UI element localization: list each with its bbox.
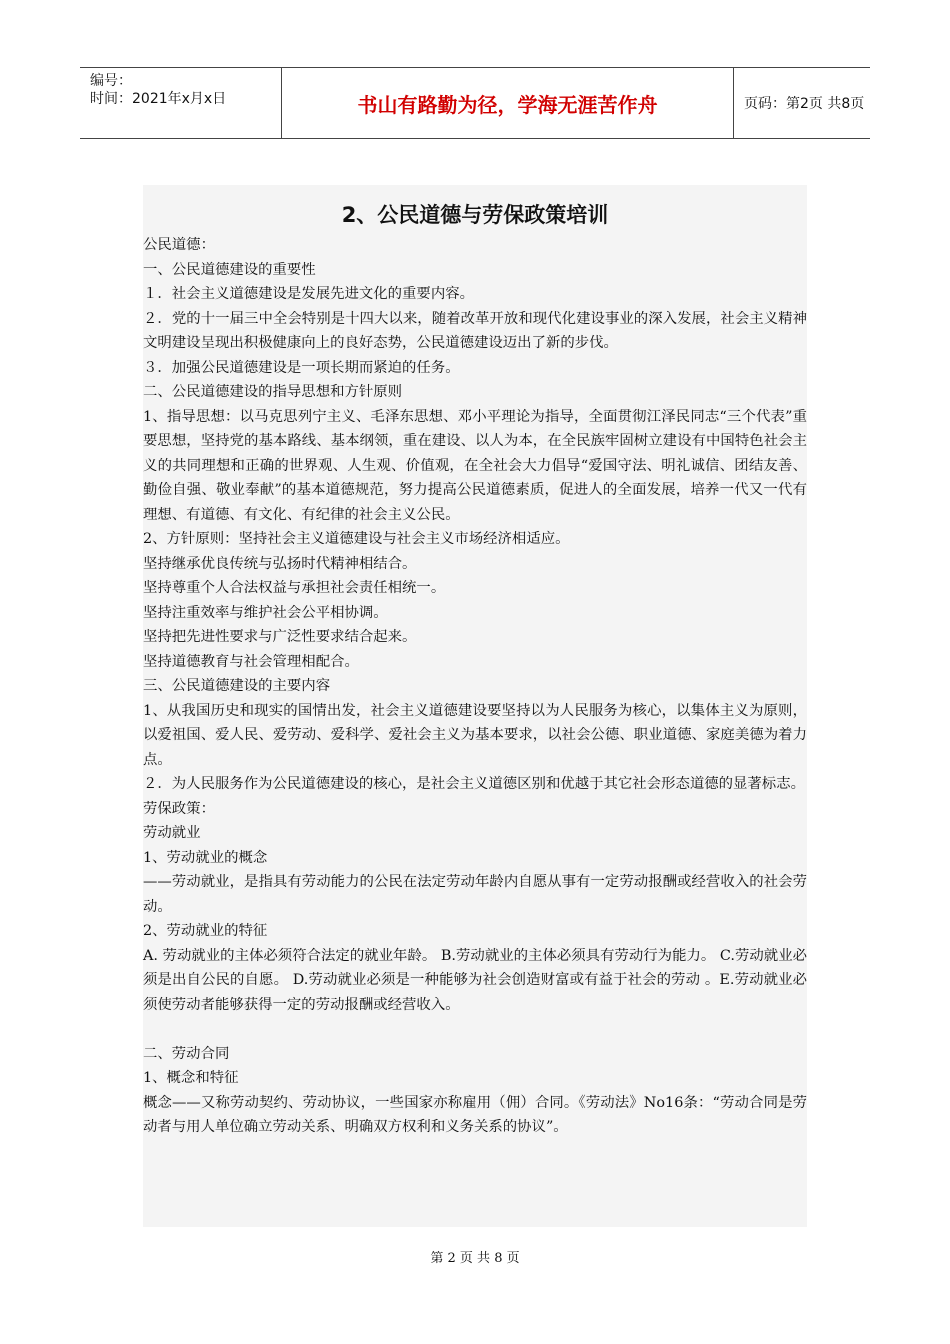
paragraph: 三、公民道德建设的主要内容	[143, 678, 331, 694]
header-date: 时间：2021年x月x日	[90, 91, 227, 107]
paragraph: 二、公民道德建设的指导思想和方针原则	[143, 384, 403, 400]
paragraph: 坚持继承优良传统与弘扬时代精神相结合。	[143, 555, 417, 572]
document-title: 2、公民道德与劳保政策培训	[341, 203, 609, 227]
header-motto: 书山有路勤为径，学海无涯苦作舟	[281, 68, 734, 138]
paragraph: 概念——又称劳动契约、劳动协议，一些国家亦称雇用（佣）合同。《劳动法》No16条：“劳动合同是劳动者与用人单位确立劳动关系、明确双方权利和义务关系的协议”。	[143, 1094, 807, 1135]
paragraph: 1、概念和特征	[143, 1070, 239, 1086]
document-body	[143, 185, 807, 1227]
page-header	[80, 67, 870, 139]
paragraph: 坚持道德教育与社会管理相配合。	[143, 653, 359, 670]
header-meta	[80, 68, 281, 138]
blank-line	[143, 1017, 807, 1042]
paragraph: 劳保政策：	[143, 800, 215, 817]
paragraph: 二、劳动合同	[143, 1045, 230, 1062]
paragraph: 公民道德：	[143, 237, 215, 253]
paragraph: 1、劳动就业的概念	[143, 849, 268, 866]
paragraph: 一、公民道德建设的重要性	[143, 261, 316, 278]
paragraph: 劳动就业	[143, 825, 201, 841]
paragraph: ３．加强公民道德建设是一项长期而紧迫的任务。	[143, 359, 460, 376]
paragraph: A. 劳动就业的主体必须符合法定的就业年龄。 B.劳动就业的主体必须具有劳动行为能力。 C.劳动就业必须是出自公民的自愿。 D.劳动就业必须是一种能够为社会创造财富或有益于社会的劳动 。E.劳动就业必须使劳动者能够获得一定的劳动报酬或经营收入。	[143, 947, 807, 1013]
paragraph: 1、指导思想：以马克思列宁主义、毛泽东思想、邓小平理论为指导，全面贯彻江泽民同志“三个代表”重要思想，坚持党的基本路线、基本纲领，重在建设、以人为本，在全民族牢固树立建设有中国特色社会主义的共同理想和正确的世界观、人生观、价值观，在全社会大力倡导“爱国守法、明礼诚信、团结友善、勤俭自强、敬业奉献”的基本道德规范，努力提高公民道德素质，促进人的全面发展，培养一代又一代有理想、有道德、有文化、有纪律的社会主义公民。	[143, 408, 807, 523]
paragraph: １．社会主义道德建设是发展先进文化的重要内容。	[143, 286, 474, 302]
paragraph: 2、劳动就业的特征	[143, 923, 268, 939]
paragraph: 2、方针原则：坚持社会主义道德建设与社会主义市场经济相适应。	[143, 531, 570, 547]
header-number: 编号：	[90, 73, 132, 89]
paragraph: 坚持注重效率与维护社会公平相协调。	[143, 604, 388, 621]
paragraph: 1、从我国历史和现实的国情出发，社会主义道德建设要坚持以为人民服务为核心，以集体主义为原则，以爱祖国、爱人民、爱劳动、爱科学、爱社会主义为基本要求，以社会公德、职业道德、家庭美德为着力点。	[143, 702, 807, 768]
paragraph: 坚持尊重个人合法权益与承担社会责任相统一。	[143, 580, 446, 596]
header-page-info: 页码：第2页 共8页	[744, 96, 865, 112]
page-footer: 第 2 页 共 8 页	[430, 1251, 520, 1266]
paragraph: ２．党的十一届三中全会特别是十四大以来，随着改革开放和现代化建设事业的深入发展，社会主义精神文明建设呈现出积极健康向上的良好态势，公民道德建设迈出了新的步伐。	[143, 310, 807, 351]
paragraph: ２．为人民服务作为公民道德建设的核心，是社会主义道德区别和优越于其它社会形态道德的显著标志。	[143, 776, 805, 792]
paragraph: ——劳动就业，是指具有劳动能力的公民在法定劳动年龄内自愿从事有一定劳动报酬或经营收入的社会劳动。	[143, 874, 807, 915]
paragraph: 坚持把先进性要求与广泛性要求结合起来。	[143, 629, 417, 645]
